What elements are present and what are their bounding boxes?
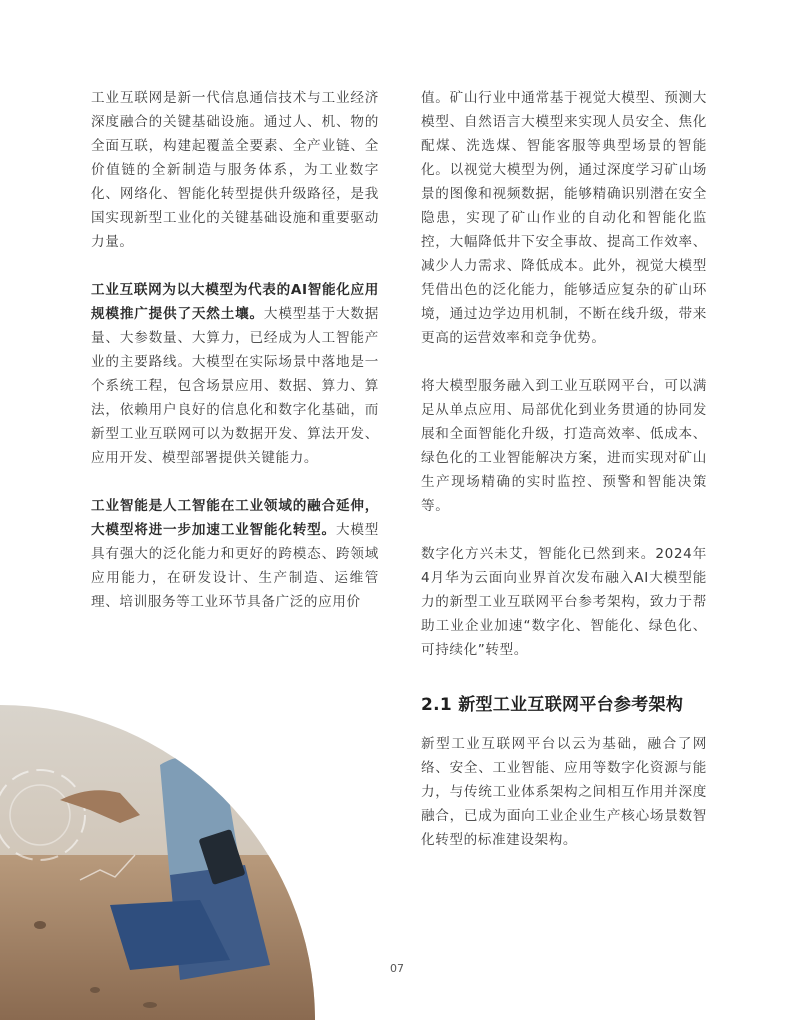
platform-integration-paragraph: 将大模型服务融入到工业互联网平台，可以满足从单点应用、局部优化到业务贯通的协同发展和全面智能化升级，打造高效率、低成本、绿色化的工业智能解决方案，进而实现对矿山生产现场精确的实时监控、预警和智能决策等。 (421, 378, 707, 514)
industrial-intelligence-lead: 工业智能是人工智能在工业领域的融合延伸，大模型将进一步加速工业智能化转型。 (91, 498, 379, 538)
ai-foundation-body: 大模型基于大数据量、大参数量、大算力，已经成为人工智能产业的主要路线。大模型在实际场景中落地是一个系统工程，包含场景应用、数据、算力、算法，依赖用户良好的信息化和数字化基础，而新型工业互联网可以为数据开发、算法开发、应用开发、模型部署提供关键能力。 (91, 306, 379, 466)
ai-foundation-lead: 工业互联网为以大模型为代表的AI智能化应用规模推广提供了天然土壤。 (91, 282, 379, 322)
platform-definition-paragraph: 新型工业互联网平台以云为基础，融合了网络、安全、工业智能、应用等数字化资源与能力，与传统工业体系架构之间相互作用并深度融合，已成为面向工业企业生产核心场景数智化转型的标准建设架构。 (421, 736, 707, 848)
section-heading: 2.1 新型工业互联网平台参考架构 (421, 695, 684, 715)
left-column (91, 86, 379, 638)
intro-paragraph: 工业互联网是新一代信息通信技术与工业经济深度融合的关键基础设施。通过人、机、物的全面互联，构建起覆盖全要素、全产业链、全价值链的全新制造与服务体系，为工业数字化、网络化、智能化转型提供升级路径，是我国实现新型工业化的关键基础设施和重要驱动力量。 (91, 90, 379, 250)
ai-foundation-paragraph (91, 278, 379, 470)
huawei-cloud-paragraph: 数字化方兴未艾，智能化已然到来。2024年4月华为云面向业界首次发布融入AI大模型能力的新型工业互联网平台参考架构，致力于帮助工业企业加速“数字化、智能化、绿色化、可持续化”转型。 (421, 546, 707, 658)
right-column (421, 86, 707, 876)
industrial-intelligence-body: 大模型具有强大的泛化能力和更好的跨模态、跨领域应用能力，在研发设计、生产制造、运维管理、培训服务等工业环节具备广泛的应用价 (91, 522, 379, 610)
page-number: 07 (390, 962, 404, 975)
industrial-intelligence-paragraph (91, 494, 379, 614)
mining-paragraph: 值。矿山行业中通常基于视觉大模型、预测大模型、自然语言大模型来实现人员安全、焦化配煤、洗选煤、智能客服等典型场景的智能化。以视觉大模型为例，通过深度学习矿山场景的图像和视频数据，能够精确识别潜在安全隐患，实现了矿山作业的自动化和智能化监控，大幅降低井下安全事故、提高工作效率、减少人力需求、降低成本。此外，视觉大模型凭借出色的泛化能力，能够适应复杂的矿山环境，通过边学边用机制，不断在线升级，带来更高的运营效率和竞争优势。 (421, 90, 707, 346)
